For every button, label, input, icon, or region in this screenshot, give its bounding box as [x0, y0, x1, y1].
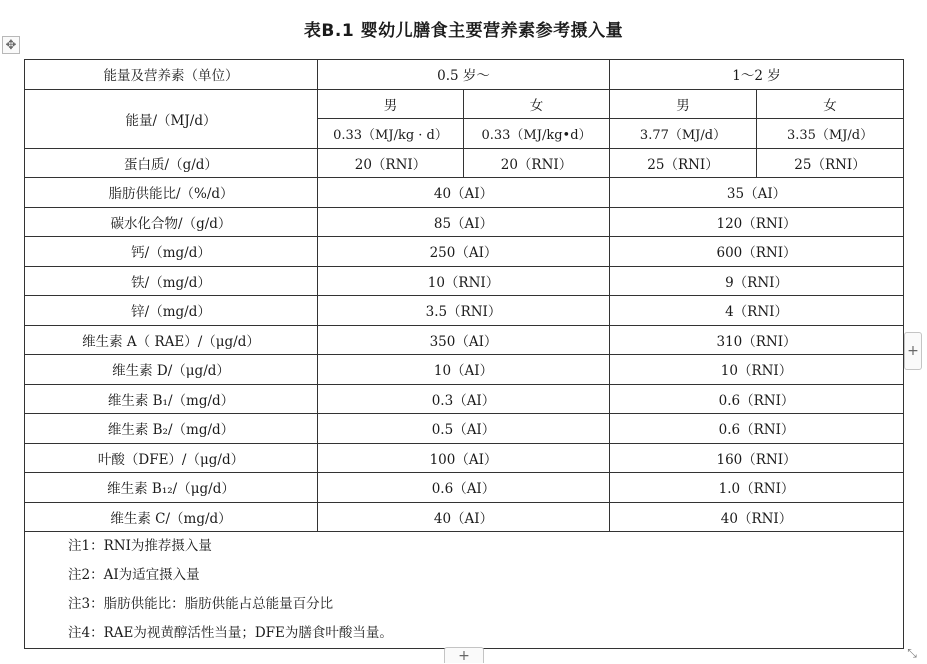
infant-value: 0.5（AI）: [318, 414, 610, 444]
nutrient-label: 维生素 B₁/（mg/d）: [25, 384, 318, 414]
nutrient-label: 锌/（mg/d）: [25, 296, 318, 326]
table-row: [25, 384, 904, 414]
toddler-value: 9（RNI）: [610, 266, 904, 296]
energy-label: 能量/（MJ/d）: [25, 89, 318, 148]
table-row: [25, 473, 904, 503]
energy-sex-row: [25, 89, 904, 119]
move-arrows-icon[interactable]: ✥: [2, 36, 20, 54]
table-row: [25, 414, 904, 444]
protein-value: 25（RNI）: [610, 148, 757, 178]
note-1: 注1：RNI为推荐摄入量: [68, 538, 212, 554]
protein-label: 蛋白质/（g/d）: [25, 148, 318, 178]
toddler-value: 4（RNI）: [610, 296, 904, 326]
table-row: [25, 502, 904, 532]
header-nutrient: 能量及营养素（单位）: [25, 60, 318, 90]
infant-value: 85（AI）: [318, 207, 610, 237]
toddler-value: 310（RNI）: [610, 325, 904, 355]
infant-value: 40（AI）: [318, 502, 610, 532]
nutrient-label: 维生素 C/（mg/d）: [25, 502, 318, 532]
toddler-value: 120（RNI）: [610, 207, 904, 237]
infant-value: 100（AI）: [318, 443, 610, 473]
table-row: [25, 325, 904, 355]
table-title: 表B.1 婴幼儿膳食主要营养素参考摄入量: [303, 21, 624, 41]
table-row: [25, 443, 904, 473]
infant-value: 0.3（AI）: [318, 384, 610, 414]
toddler-value: 35（AI）: [610, 178, 904, 208]
sex-male: 男: [318, 89, 464, 119]
infant-value: 40（AI）: [318, 178, 610, 208]
infant-value: 0.6（AI）: [318, 473, 610, 503]
nutrient-label: 维生素 B₂/（mg/d）: [25, 414, 318, 444]
header-age-infant: 0.5 岁～: [318, 60, 610, 90]
header-age-toddler: 1～2 岁: [610, 60, 904, 90]
resize-diagonal-icon[interactable]: ⤡: [907, 646, 917, 660]
nutrient-label: 钙/（mg/d）: [25, 237, 318, 267]
toddler-value: 160（RNI）: [610, 443, 904, 473]
infant-value: 350（AI）: [318, 325, 610, 355]
infant-value: 250（AI）: [318, 237, 610, 267]
toddler-value: 0.6（RNI）: [610, 384, 904, 414]
table-row: [25, 207, 904, 237]
toddler-value: 40（RNI）: [610, 502, 904, 532]
nutrient-label: 叶酸（DFE）/（μg/d）: [25, 443, 318, 473]
energy-value: 3.77（MJ/d）: [610, 119, 757, 149]
protein-value: 25（RNI）: [757, 148, 904, 178]
note-2: 注2：AI为适宜摄入量: [68, 567, 200, 583]
table-row: [25, 296, 904, 326]
table-row: [25, 237, 904, 267]
table-row: [25, 178, 904, 208]
notes-row: [25, 532, 904, 649]
note-4: 注4：RAE为视黄醇活性当量；DFE为膳食叶酸当量。: [68, 625, 393, 641]
nutrient-label: 维生素 B₁₂/（μg/d）: [25, 473, 318, 503]
toddler-value: 0.6（RNI）: [610, 414, 904, 444]
infant-value: 10（AI）: [318, 355, 610, 385]
table-row: [25, 355, 904, 385]
table-row: [25, 266, 904, 296]
sex-male: 男: [610, 89, 757, 119]
add-row-plus-icon[interactable]: +: [444, 647, 484, 663]
protein-row: [25, 148, 904, 178]
infant-value: 10（RNI）: [318, 266, 610, 296]
energy-value: 0.33（MJ/kg•d）: [464, 119, 610, 149]
notes-cell: [25, 532, 904, 649]
energy-value: 0.33（MJ/kg · d）: [318, 119, 464, 149]
nutrient-label: 碳水化合物/（g/d）: [25, 207, 318, 237]
nutrient-label: 铁/（mg/d）: [25, 266, 318, 296]
sex-female: 女: [464, 89, 610, 119]
add-column-plus-icon[interactable]: +: [904, 332, 922, 370]
nutrient-label: 脂肪供能比/（%/d）: [25, 178, 318, 208]
infant-value: 3.5（RNI）: [318, 296, 610, 326]
toddler-value: 10（RNI）: [610, 355, 904, 385]
sex-female: 女: [757, 89, 904, 119]
toddler-value: 600（RNI）: [610, 237, 904, 267]
nutrient-table: [24, 59, 904, 649]
nutrient-label: 维生素 A（ RAE）/（μg/d）: [25, 325, 318, 355]
toddler-value: 1.0（RNI）: [610, 473, 904, 503]
protein-value: 20（RNI）: [318, 148, 464, 178]
energy-value: 3.35（MJ/d）: [757, 119, 904, 149]
header-row: [25, 60, 904, 90]
nutrient-label: 维生素 D/（μg/d）: [25, 355, 318, 385]
protein-value: 20（RNI）: [464, 148, 610, 178]
note-3: 注3：脂肪供能比：脂肪供能占总能量百分比: [68, 596, 334, 612]
